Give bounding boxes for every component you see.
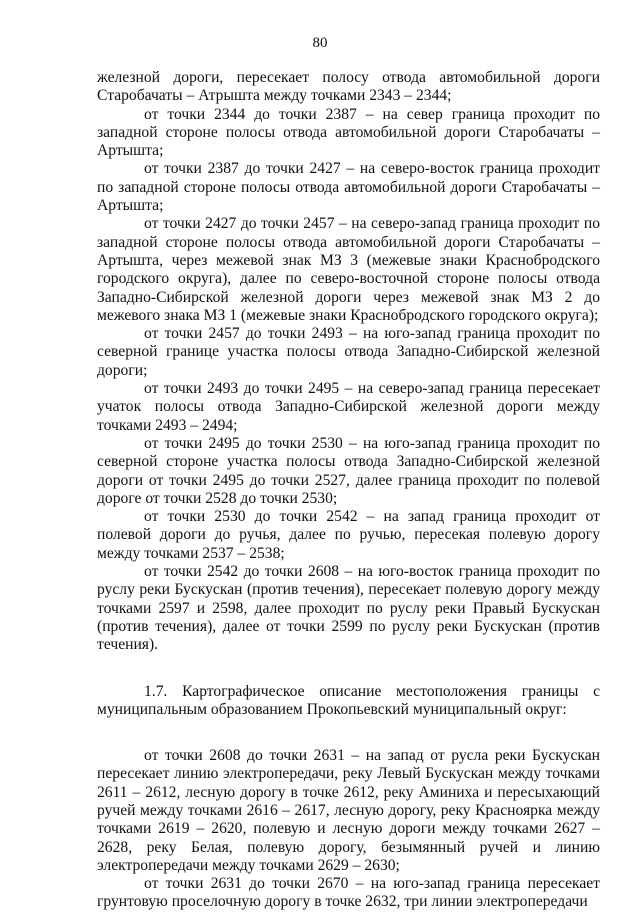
paragraph: от точки 2631 до точки 2670 – на юго-запад граница пересекает грунтовую проселочную дорогу в точке 2632, три линии электропередачи (97, 875, 600, 911)
paragraph: от точки 2495 до точки 2530 – на юго-запад граница проходит по северной стороне участка полосы отвода Западно-Сибирской железной дороги от точки 2495 до точки 2527, далее граница проходит по полевой дороге от точки 2528 до точки 2530; (97, 434, 600, 507)
paragraph: от точки 2608 до точки 2631 – на запад от русла реки Бускускан пересекает линию электропередачи, реку Левый Бускускан между точками 2611 – 2612, лесную дорогу в точке 2612, реку Аминиха и пересыхающий ручей между точками 2616 – 2617, лесную дорогу, реку Красноярка между точками 2619 – 2620, полевую и лесную дороги между точками 2627 – 2628, реку Белая, полевую дорогу, безымянный ручей и линию электропередачи между точками 2629 – 2630; (97, 747, 600, 874)
paragraph: от точки 2427 до точки 2457 – на северо-запад граница проходит по западной стороне полосы отвода автомобильной дороги Старобачаты – Артышта, через межевой знак МЗ 3 (межевые знаки Краснобродского городского округа), далее по северо-восточной стороне полосы отвода Западно-Сибирской железной дороги через межевой знак МЗ 2 до межевого знака МЗ 1 (межевые знаки Краснобродского городского округа); (97, 215, 600, 324)
document-body (97, 69, 600, 912)
section-heading: 1.7. Картографическое описание местоположения границы с муниципальным образованием Прокопьевский муниципальный округ: (97, 682, 600, 718)
paragraph: от точки 2387 до точки 2427 – на северо-восток граница проходит по западной стороне полосы отвода автомобильной дороги Старобачаты – Артышта; (97, 160, 600, 215)
spacer (97, 719, 600, 747)
page-number: 80 (312, 35, 328, 51)
paragraph: от точки 2457 до точки 2493 – на юго-запад граница проходит по северной границе участка полосы отвода Западно-Сибирской железной дороги; (97, 325, 600, 379)
paragraph: от точки 2344 до точки 2387 – на север граница проходит по западной стороне полосы отвода автомобильной дороги Старобачаты – Артышта; (97, 105, 600, 160)
paragraph: железной дороги, пересекает полосу отвода автомобильной дороги Старобачаты – Атрышта между точками 2343 – 2344; (97, 69, 600, 105)
spacer (97, 655, 600, 683)
paragraph: от точки 2530 до точки 2542 – на запад граница проходит от полевой дороги до ручья, далее по ручью, пересекая полевую дорогу между точками 2537 – 2538; (97, 508, 600, 562)
paragraph: от точки 2493 до точки 2495 – на северо-запад граница пересекает учаток полосы отвода Западно-Сибирской железной дороги между точками 2493 – 2494; (97, 380, 600, 434)
paragraph: от точки 2542 до точки 2608 – на юго-восток граница проходит по руслу реки Бускускан (против течения), пересекает полевую дорогу между точками 2597 и 2598, далее проходит по руслу реки Правый Бускускан (против течения), далее от точки 2599 по руслу реки Бускускан (против течения). (97, 563, 600, 654)
